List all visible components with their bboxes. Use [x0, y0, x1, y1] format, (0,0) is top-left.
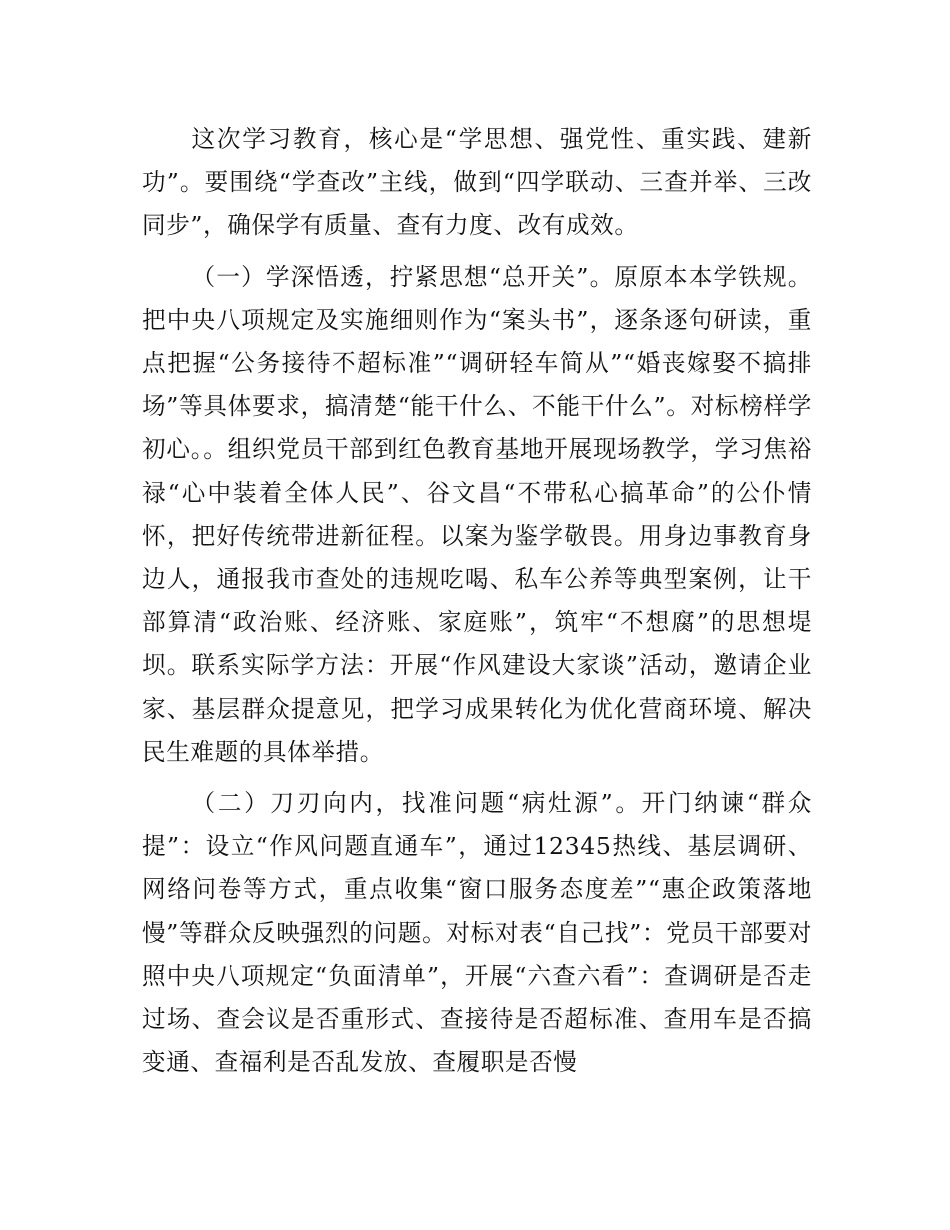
- paragraph-section-one: （一）学深悟透，拧紧思想“总开关”。原原本本学铁规。把中央八项规定及实施细则作为“案头书”，逐条逐句研读，重点把握“公务接待不超标准”“调研轻车简从”“婚丧嫁娶不搞排场”等具体要求，搞清楚“能干什么、不能干什么”。对标榜样学初心。。组织党员干部到红色教育基地开展现场教学，学习焦裕禄“心中装着全体人民”、谷文昌“不带私心搞革命”的公仆情怀，把好传统带进新征程。以案为鉴学敬畏。用身边事教育身边人，通报我市查处的违规吃喝、私车公养等典型案例，让干部算清“政治账、经济账、家庭账”，筑牢“不想腐”的思想堤坝。联系实际学方法：开展“作风建设大家谈”活动，邀请企业家、基层群众提意见，把学习成果转化为优化营商环境、解决民生难题的具体举措。: [142, 262, 812, 766]
- document-page: [142, 118, 812, 1084]
- paragraph-intro: 这次学习教育，核心是“学思想、强党性、重实践、建新功”。要围绕“学查改”主线，做到“四学联动、三查并举、三改同步”，确保学有质量、查有力度、改有成效。: [142, 125, 812, 240]
- paragraph-section-two: （二）刀刃向内，找准问题“病灶源”。开门纳谏“群众提”：设立“作风问题直通车”，通过12345热线、基层调研、网络问卷等方式，重点收集“窗口服务态度差”“惠企政策落地慢”等群众反映强烈的问题。对标对表“自己找”：党员干部要对照中央八项规定“负面清单”，开展“六查六看”：查调研是否走过场、查会议是否重形式、查接待是否超标准、查用车是否搞变通、查福利是否乱发放、查履职是否慢: [142, 789, 812, 1077]
